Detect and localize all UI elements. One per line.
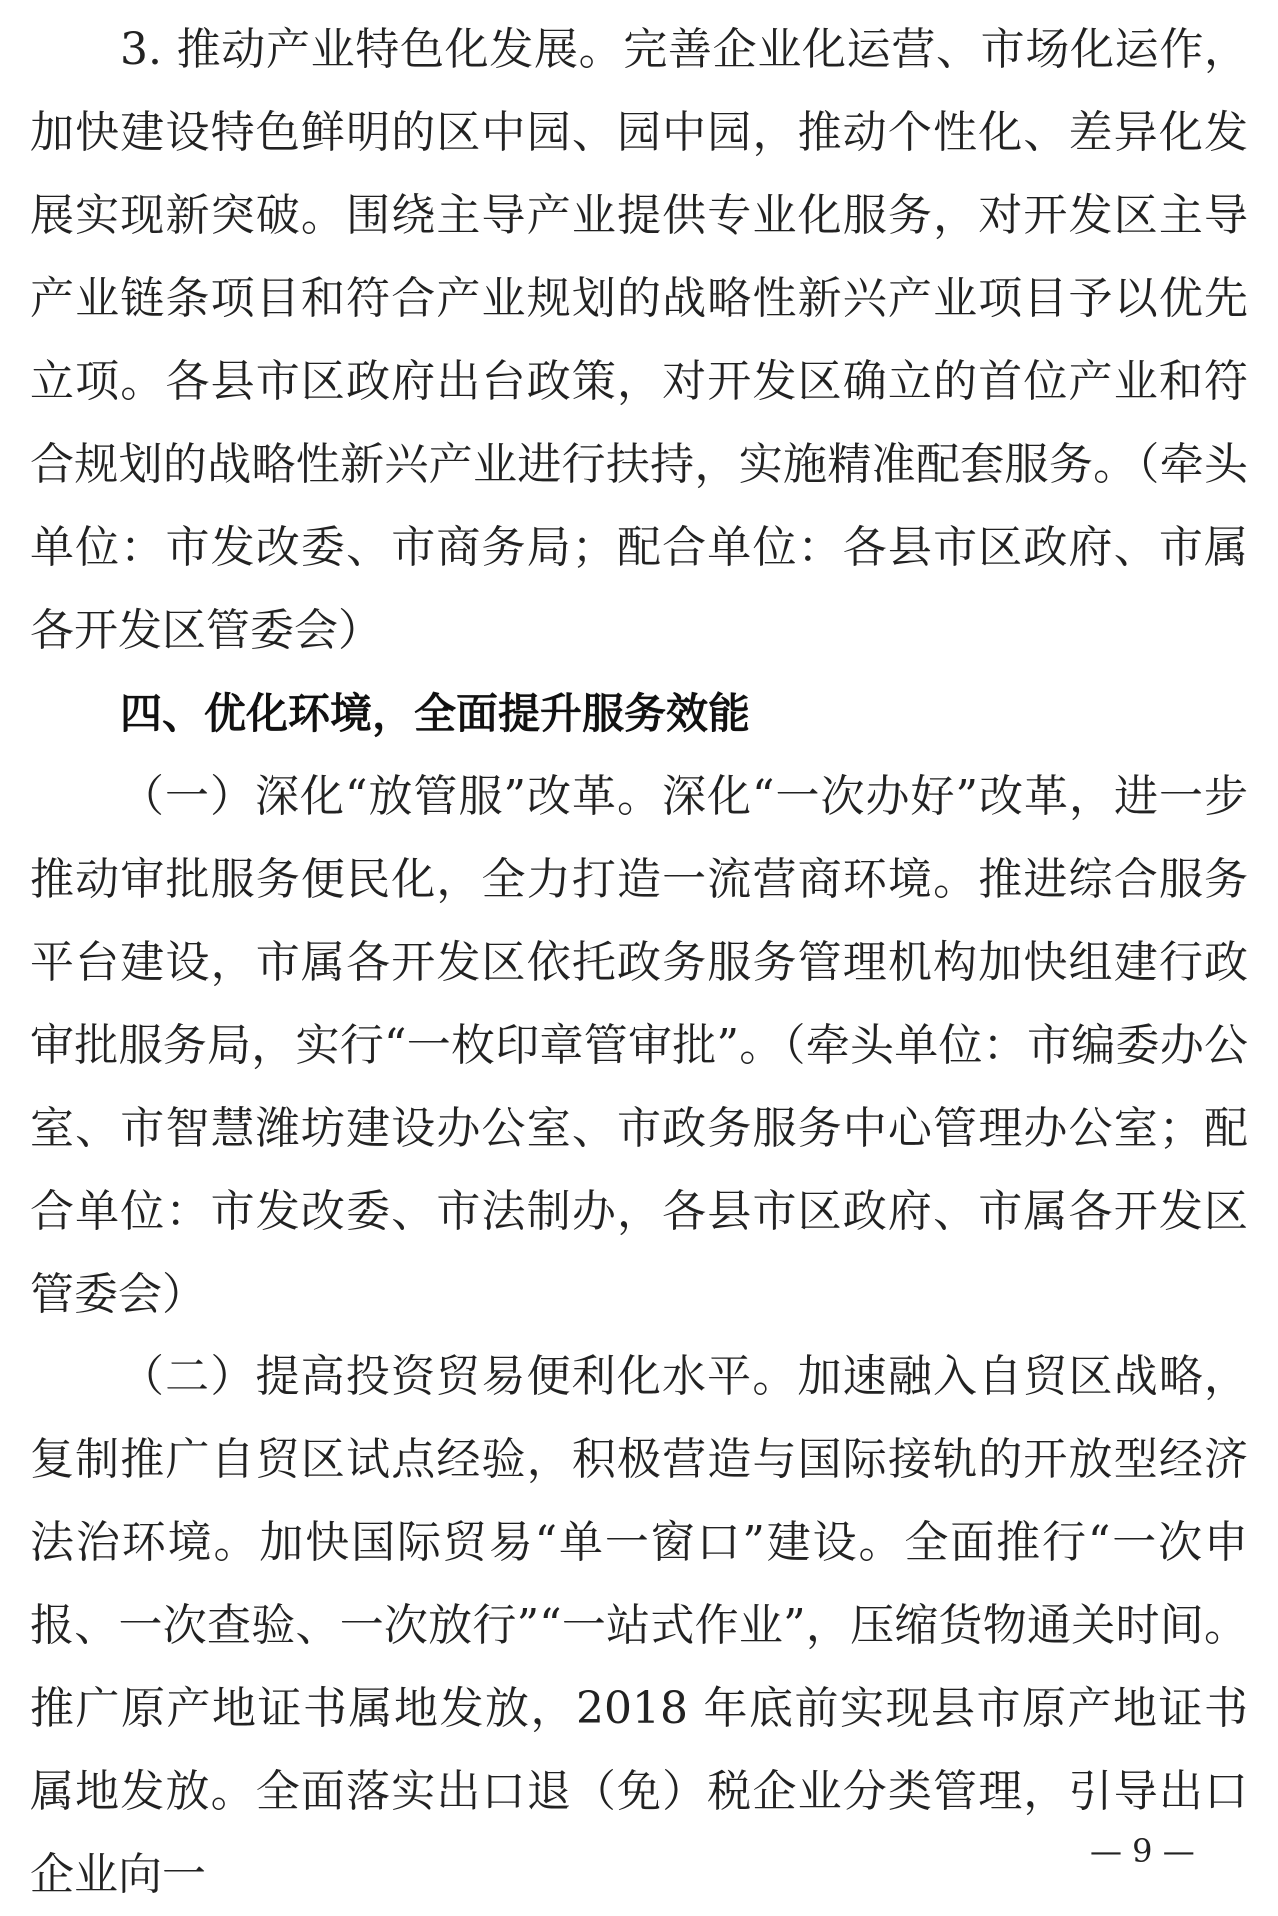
- page-number: — 9 —: [1090, 1832, 1195, 1870]
- paragraph-trade-facilitation: （二）提高投资贸易便利化水平。加速融入自贸区战略，复制推广自贸区试点经验，积极营造与国际接轨的开放型经济法治环境。加快国际贸易“单一窗口”建设。全面推行“一次申报、一次查验、一次放行”“一站式作业”，压缩货物通关时间。推广原产地证书属地发放，2018 年底前实现县市原产地证书属地发放。全面落实出口退（免）税企业分类管理，引导出口企业向一: [30, 1351, 1248, 1900]
- paragraph-deepen-reform: （一）深化“放管服”改革。深化“一次办好”改革，进一步推动审批服务便民化，全力打造一流营商环境。推进综合服务平台建设，市属各开发区依托政务服务管理机构加快组建行政审批服务局，实行“一枚印章管审批”。（牵头单位：市编委办公室、市智慧潍坊建设办公室、市政务服务中心管理办公室；配合单位：市发改委、市法制办，各县市区政府、市属各开发区管委会）: [30, 771, 1248, 1320]
- paragraph-industry-specialization: 3. 推动产业特色化发展。完善企业化运营、市场化运作，加快建设特色鲜明的区中园、园中园，推动个性化、差异化发展实现新突破。围绕主导产业提供专业化服务，对开发区主导产业链条项目和符合产业规划的战略性新兴产业项目予以优先立项。各县市区政府出台政策，对开发区确立的首位产业和符合规划的战略性新兴产业进行扶持，实施精准配套服务。（牵头单位：市发改委、市商务局；配合单位：各县市区政府、市属各开发区管委会）: [30, 24, 1248, 656]
- section-heading-optimize-environment: 四、优化环境，全面提升服务效能: [120, 689, 751, 738]
